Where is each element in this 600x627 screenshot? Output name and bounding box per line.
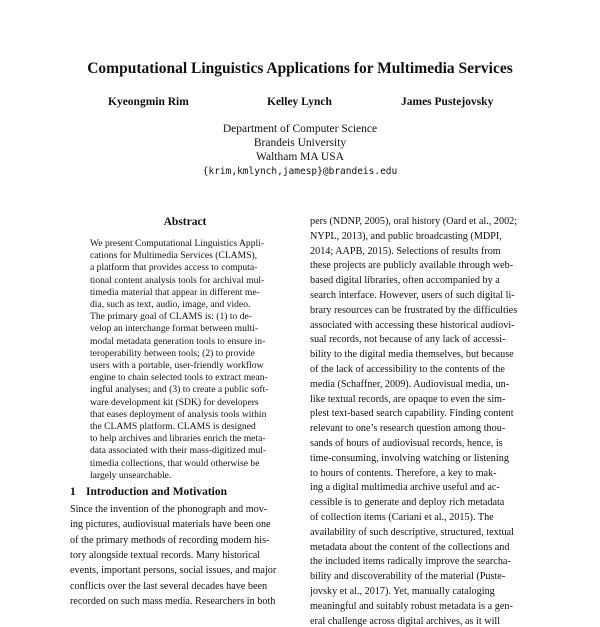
abstract-line: ware development kit (SDK) for developers <box>90 396 259 408</box>
body-line: events, important persons, social issues, and major <box>70 565 277 577</box>
body-line: sands of hours of audiovisual records, hence, is <box>310 438 503 449</box>
abstract-line: teroperability between tools; (2) to provide <box>90 347 255 359</box>
author-2: Kelley Lynch <box>267 96 332 108</box>
body-line: the included items radically improve the searcha- <box>310 556 511 568</box>
body-line: ing pictures, audiovisual materials have been one <box>70 519 271 531</box>
body-line: eral challenge across digital archives, as it will <box>310 615 501 627</box>
body-line: bility and discoverability of the material (Puste- <box>310 571 506 583</box>
abstract-line: timedia collections, that would otherwise be <box>90 457 260 469</box>
affiliation-location: Waltham MA USA <box>256 151 344 163</box>
body-line: cessible is to generate and deploy rich metadata <box>310 497 505 509</box>
abstract-line: tional content analysis tools for archival mul- <box>90 274 265 286</box>
abstract-line: to help archives and libraries enrich the meta- <box>90 433 266 445</box>
abstract-line: a platform that provides access to computa- <box>90 262 258 274</box>
abstract-line: data associated with their mass-digitized mul- <box>90 445 267 457</box>
author-1: Kyeongmin Rim <box>108 96 189 108</box>
abstract-line: largely unsearchable. <box>90 469 172 481</box>
body-line: conflicts over the last several decades have been <box>70 580 268 592</box>
body-line: meaningful and suitably robust metadata is a gen- <box>310 600 513 612</box>
body-line: brary resources can be frustrated by the difficulties <box>310 304 518 316</box>
body-line: 2014; AAPB, 2015). Selections of results from <box>310 245 501 257</box>
abstract-line: velop an interchange format between multi- <box>90 323 259 335</box>
body-line: of the lack of accessibility to the contents of the <box>310 364 505 375</box>
body-line: search interface. However, users of such digital li- <box>310 290 515 301</box>
body-line: time-consuming, involving watching or listening <box>310 452 509 464</box>
abstract-line: cations for Multimedia Services (CLAMS), <box>90 250 258 262</box>
paper-title: Computational Linguistics Applications for Multimedia Services <box>87 60 513 77</box>
abstract-line: ingful analyses; and (3) to create a public soft- <box>90 384 269 396</box>
body-line: bility to the digital media themselves, but because <box>310 349 514 361</box>
body-line: Since the invention of the phonograph and mov- <box>70 504 268 515</box>
abstract-line: dia, such as text, audio, image, and video. <box>90 299 251 310</box>
body-line: like textual records, are opaque to even the sim- <box>310 393 506 405</box>
body-line: associated with accessing these historical audiovi- <box>310 319 515 331</box>
author-3: James Pustejovsky <box>401 96 494 108</box>
body-line: to hours of contents. Therefore, a key to mak- <box>310 467 497 479</box>
body-line: metadata about the content of the collections and <box>310 541 510 553</box>
abstract-line: engine to chain selected tools to extract mean- <box>90 372 268 384</box>
abstract-line: that eases deployment of analysis tools within <box>90 408 267 420</box>
body-line: availability of such descriptive, structured, textual <box>310 526 514 538</box>
section-title: Introduction and Motivation <box>86 486 228 498</box>
body-line: relevant to one’s research question among thou- <box>310 423 506 435</box>
body-line: NYPL, 2013), and public broadcasting (MDPI, <box>310 230 502 242</box>
affiliation-department: Department of Computer Science <box>222 123 378 135</box>
author-emails: {krim,kmlynch,jamesp}@brandeis.edu <box>202 166 398 177</box>
abstract-line: modal metadata generation tools to ensure in- <box>90 335 266 347</box>
abstract-heading: Abstract <box>163 216 207 228</box>
abstract-line: The primary goal of CLAMS is: (1) to de- <box>90 311 252 323</box>
body-line: tory alongside textual records. Many historical <box>70 549 261 561</box>
body-line: media (Schaffner, 2009). Audiovisual media, un- <box>310 378 510 390</box>
section-number: 1 <box>70 486 76 498</box>
abstract-line: the CLAMS platform. CLAMS is designed <box>90 421 256 432</box>
abstract-line: timedia material that appear in different me- <box>90 286 260 298</box>
body-line: based digital libraries, often accompanied by a <box>310 275 500 287</box>
body-line: pers (NDNP, 2005), oral history (Oard et al., 2002; <box>310 216 518 227</box>
body-line: ing a digital multimedia archive useful and ac- <box>310 482 500 494</box>
affiliation-university: Brandeis University <box>253 137 347 149</box>
abstract-line: users with a portable, user-friendly workflow <box>90 360 264 371</box>
body-line: recorded on such mass media. Researchers in both <box>70 595 276 607</box>
body-line: jovsky et al., 2017). Yet, manually cataloging <box>310 586 495 597</box>
abstract-line: We present Computational Linguistics Appli- <box>90 238 265 249</box>
body-line: these projects are publicly available through web- <box>310 260 514 272</box>
body-line: of the primary methods of recording modern his- <box>70 534 270 546</box>
section-heading <box>70 486 227 498</box>
body-line: sual records, not because of any lack of accessi- <box>310 334 506 346</box>
body-line: plest text-based search capability. Finding content <box>310 408 514 420</box>
body-line: of collection items (Cariani et al., 2015). The <box>310 512 494 523</box>
